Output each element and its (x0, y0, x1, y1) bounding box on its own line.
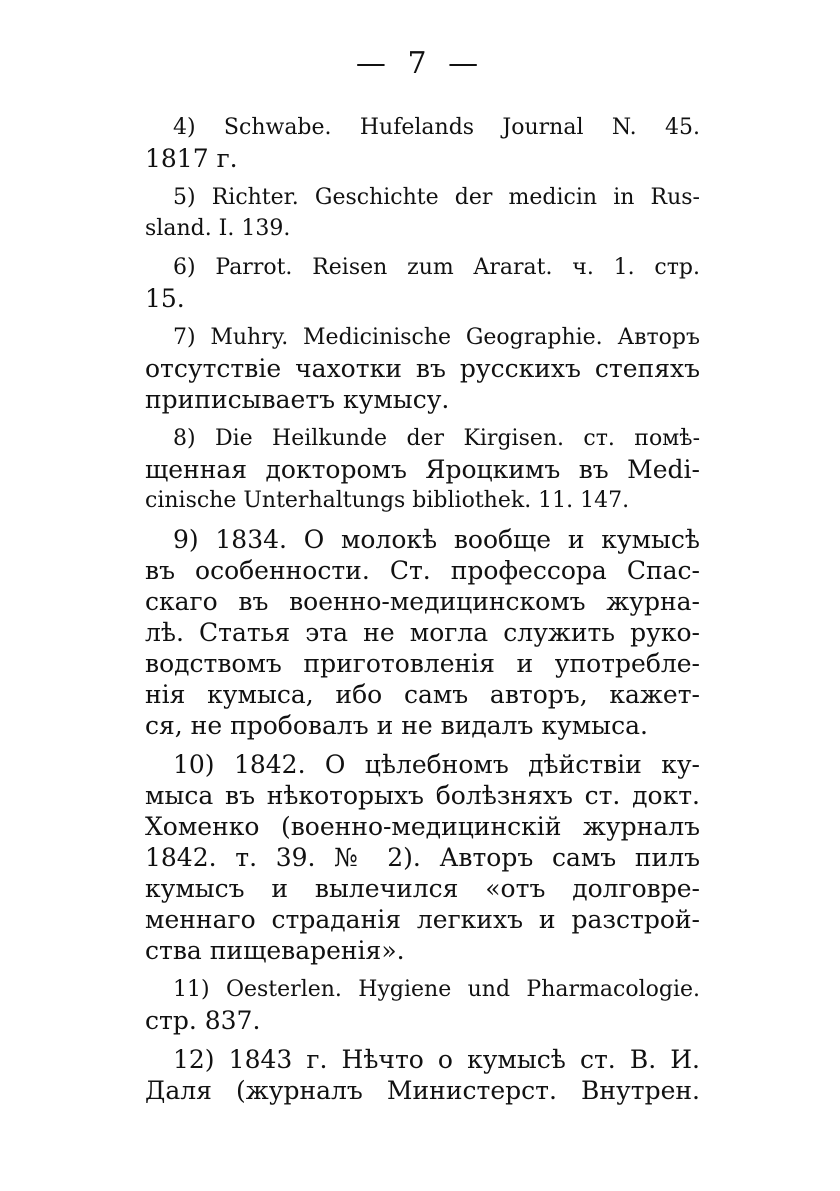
text-line: 12) 1843 г. Нѣчто о кумысѣ ст. В. И. (173, 1045, 700, 1074)
text-line: 8) Die Heilkunde der Kirgisen. ст. помѣ- (173, 426, 700, 451)
text-line: 6) Parrot. Reisen zum Ararat. ч. 1. стр. (173, 255, 700, 280)
text-line: меннаго страданія легкихъ и разстрой- (145, 905, 700, 934)
text-line: нія кумыса, ибо самъ авторъ, кажет- (145, 680, 700, 709)
text-line: ся, не пробовалъ и не видалъ кумыса. (145, 711, 648, 740)
text-line: 15. (145, 284, 185, 313)
text-line: въ особенности. Ст. профессора Спас- (145, 556, 700, 585)
text-line: водствомъ приготовленія и употребле- (145, 649, 700, 678)
text-line: Даля (журналъ Министерст. Внутрен. (145, 1076, 700, 1105)
footnotes-text (145, 112, 700, 1106)
text-line: 10) 1842. О цѣлебномъ дѣйствіи ку- (173, 750, 700, 779)
page-number: — 7 — (355, 46, 485, 81)
text-line: 7) Muhry. Medicinische Geographie. Авторъ (173, 325, 700, 350)
text-line: Хоменко (военно-медицинскій журналъ (145, 812, 700, 841)
text-line: 11) Oesterlen. Hygiene und Pharmacologie. (173, 977, 700, 1002)
text-line: 9) 1834. О молокѣ вообще и кумысѣ (173, 525, 700, 554)
text-line: 4) Schwabe. Hufelands Journal N. 45. (173, 115, 700, 140)
text-line: кумысъ и вылечился «отъ долговре- (145, 874, 700, 903)
text-line: лѣ. Статья эта не могла служить руко- (145, 618, 700, 647)
text-line: приписываетъ кумысу. (145, 385, 450, 414)
text-line: 1817 г. (145, 144, 238, 173)
text-line: стр. 837. (145, 1006, 261, 1035)
text-line: cinische Unterhaltungs bibliothek. 11. 147. (145, 488, 630, 513)
text-line: 5) Richter. Geschichte der medicin in Rus- (173, 185, 700, 210)
text-line: sland. I. 139. (145, 216, 291, 241)
text-line: скаго въ военно-медицинскомъ журна- (145, 587, 700, 616)
text-line: 1842. т. 39. № 2). Авторъ самъ пилъ (145, 843, 700, 872)
text-line: отсутствіе чахотки въ русскихъ степяхъ (145, 354, 700, 383)
text-line: ства пищеваренія». (145, 936, 405, 965)
text-line: мыса въ нѣкоторыхъ болѣзняхъ ст. докт. (145, 781, 700, 810)
text-line: щенная докторомъ Яроцкимъ въ Medi- (145, 455, 700, 484)
